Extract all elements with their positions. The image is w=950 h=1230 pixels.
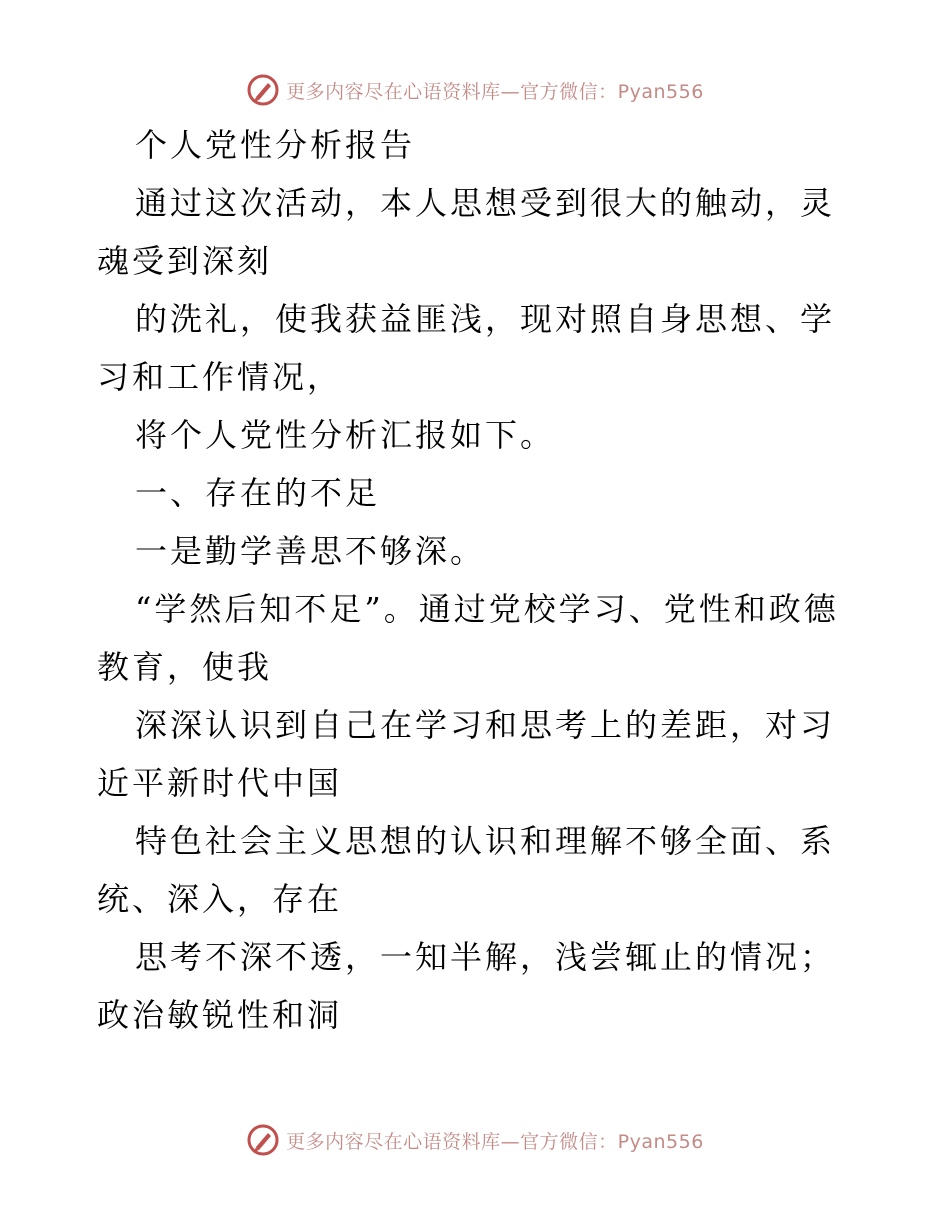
- paragraph-line: 深深认识到自己在学习和思考上的差距，对习近平新时代中国: [97, 706, 836, 802]
- paragraph-line: “学然后知不足”。通过党校学习、党性和政德教育，使我: [97, 590, 839, 686]
- subsection-heading: 一是勤学善思不够深。: [135, 532, 486, 570]
- footer-banner: [0, 1120, 950, 1160]
- pen-seal-logo-icon: [246, 73, 280, 107]
- document-body: [97, 116, 857, 1044]
- paragraph-line: 的洗礼，使我获益匪浅，现对照自身思想、学习和工作情况，: [97, 300, 836, 396]
- paragraph-line: 通过这次活动，本人思想受到很大的触动，灵魂受到深刻: [97, 184, 836, 280]
- section-heading: 一、存在的不足: [135, 474, 381, 512]
- footer-banner-text: 更多内容尽在心语资料库—官方微信：Pyan556: [286, 1130, 704, 1153]
- document-title: 个人党性分析报告: [135, 126, 416, 164]
- paragraph-line: 思考不深不透，一知半解，浅尝辄止的情况；政治敏锐性和洞: [97, 938, 836, 1034]
- header-banner: [0, 70, 950, 110]
- header-banner-text: 更多内容尽在心语资料库—官方微信：Pyan556: [286, 80, 704, 103]
- paragraph-line: 将个人党性分析汇报如下。: [135, 416, 556, 454]
- paragraph-line: 特色社会主义思想的认识和理解不够全面、系统、深入，存在: [97, 822, 836, 918]
- pen-seal-logo-icon: [246, 1123, 280, 1157]
